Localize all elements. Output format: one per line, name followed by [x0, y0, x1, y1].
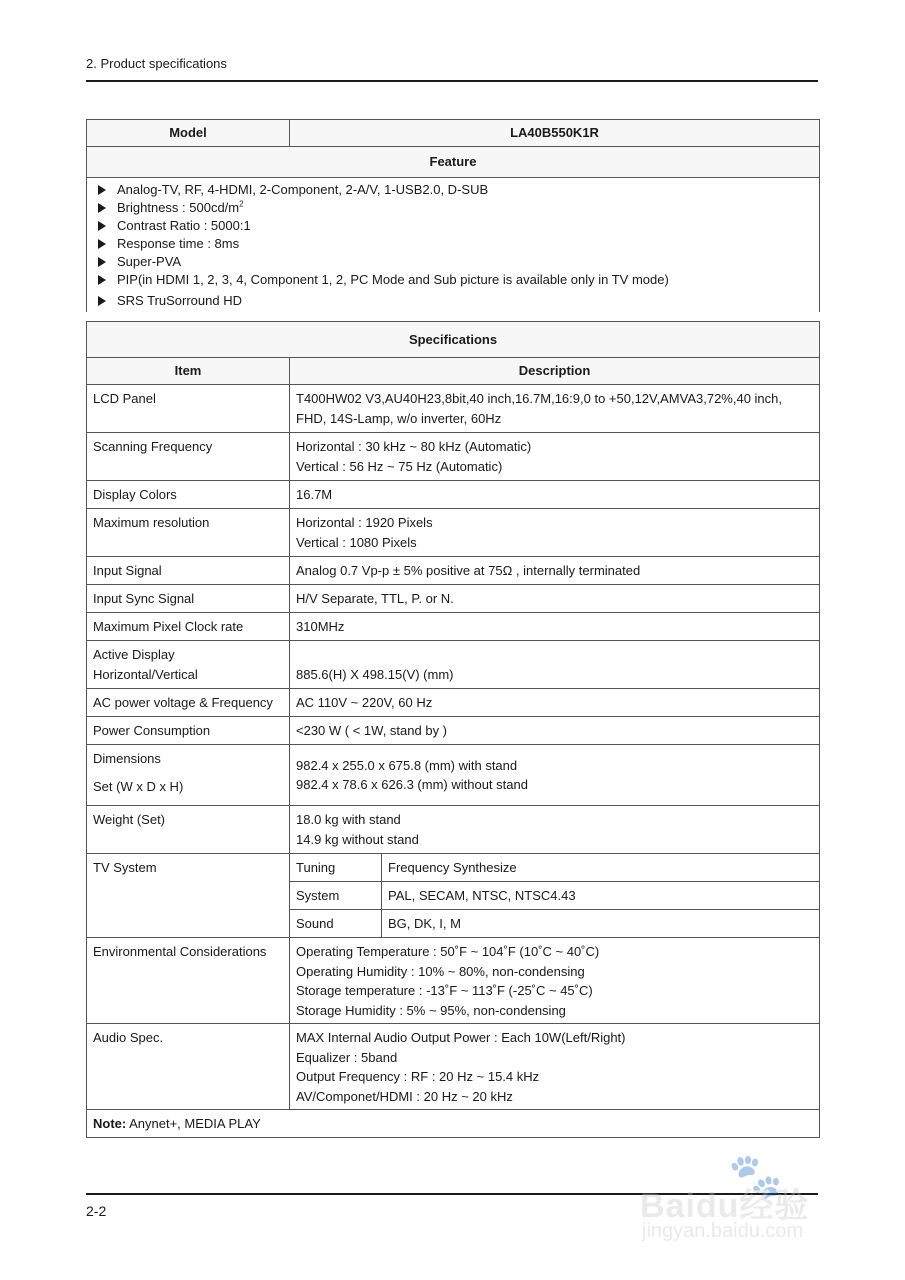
watermark-url: jingyan.baidu.com — [642, 1220, 804, 1242]
spec-item: Weight (Set) — [87, 806, 290, 854]
tv-subvalue: BG, DK, I, M — [382, 910, 820, 938]
bullet-triangle-icon — [98, 185, 106, 195]
tv-subitem: System — [290, 882, 382, 910]
specifications-table — [86, 321, 820, 1138]
feature-item: Super-PVA — [95, 253, 813, 271]
spec-description: Horizontal : 30 kHz ~ 80 kHz (Automatic) Vertical : 56 Hz ~ 75 Hz (Automatic) — [290, 433, 820, 481]
spec-row-environmental — [87, 938, 820, 1024]
spec-description: 16.7M — [290, 481, 820, 509]
spec-item: Audio Spec. — [87, 1024, 290, 1110]
spec-row-audio — [87, 1024, 820, 1110]
tv-subvalue: Frequency Synthesize — [382, 854, 820, 882]
spec-item: Maximum resolution — [87, 509, 290, 557]
spec-description: AC 110V ~ 220V, 60 Hz — [290, 689, 820, 717]
spec-row-maximum-resolution — [87, 509, 820, 557]
col-header-description: Description — [290, 358, 820, 385]
spec-description: 885.6(H) X 498.15(V) (mm) — [290, 641, 820, 689]
spec-row-display-colors — [87, 481, 820, 509]
spec-description: MAX Internal Audio Output Power : Each 10W(Left/Right) Equalizer : 5band Output Frequency : RF : 20 Hz ~ 15.4 kHz AV/Componet/HDMI : 20 Hz ~ 20 kHz — [290, 1024, 820, 1110]
feature-title: Feature — [87, 147, 820, 178]
spec-item: LCD Panel — [87, 385, 290, 433]
spec-description: 982.4 x 255.0 x 675.8 (mm) with stand 982.4 x 78.6 x 626.3 (mm) without stand — [290, 745, 820, 806]
spec-item: Environmental Considerations — [87, 938, 290, 1024]
spec-row-active-display — [87, 641, 820, 689]
spec-description: T400HW02 V3,AU40H23,8bit,40 inch,16.7M,16:9,0 to +50,12V,AMVA3,72%,40 inch, FHD, 14S-Lamp, w/o inverter, 60Hz — [290, 385, 820, 433]
spec-item: Dimensions Set (W x D x H) — [87, 745, 290, 806]
feature-item: PIP(in HDMI 1, 2, 3, 4, Component 1, 2, PC Mode and Sub picture is available only in TV mode) — [95, 271, 813, 289]
model-value: LA40B550K1R — [290, 120, 820, 147]
specifications-title: Specifications — [87, 322, 820, 358]
tv-subitem: Sound — [290, 910, 382, 938]
spec-item: Input Signal — [87, 557, 290, 585]
model-label: Model — [87, 120, 290, 147]
spec-row-note — [87, 1110, 820, 1138]
feature-title-row — [87, 147, 820, 178]
watermark-brand: Baidu经验 — [640, 1187, 810, 1225]
spec-row-power-consumption — [87, 717, 820, 745]
tv-subvalue: PAL, SECAM, NTSC, NTSC4.43 — [382, 882, 820, 910]
feature-item: Analog-TV, RF, 4-HDMI, 2-Component, 2-A/V, 1-USB2.0, D-SUB — [95, 181, 813, 199]
feature-item: Response time : 8ms — [95, 235, 813, 253]
section-title: 2. Product specifications — [86, 56, 227, 71]
feature-item: SRS TruSorround HD — [95, 292, 813, 310]
bullet-triangle-icon — [98, 239, 106, 249]
bullet-triangle-icon — [98, 221, 106, 231]
page-number: 2-2 — [86, 1203, 107, 1219]
spec-row-input-sync-signal — [87, 585, 820, 613]
spec-description: Horizontal : 1920 Pixels Vertical : 1080 Pixels — [290, 509, 820, 557]
spec-item: Display Colors — [87, 481, 290, 509]
spec-title-row — [87, 322, 820, 358]
spec-description: Operating Temperature : 50˚F ~ 104˚F (10˚C ~ 40˚C) Operating Humidity : 10% ~ 80%, non-condensing Storage temperature : -13˚F ~ 113˚F (-25˚C ~ 45˚C) Storage Humidity : 5% ~ 95%, non-condensing — [290, 938, 820, 1024]
bullet-triangle-icon — [98, 296, 106, 306]
spec-header-row — [87, 358, 820, 385]
spec-row-scanning-frequency — [87, 433, 820, 481]
feature-item: Contrast Ratio : 5000:1 — [95, 217, 813, 235]
spec-item: Input Sync Signal — [87, 585, 290, 613]
spec-item: Maximum Pixel Clock rate — [87, 613, 290, 641]
feature-item: Brightness : $500cd/m^2$ — [95, 199, 813, 217]
spec-item: Scanning Frequency — [87, 433, 290, 481]
header-rule — [86, 80, 818, 82]
spec-row-lcd-panel — [87, 385, 820, 433]
spec-row-tv-system-tuning — [87, 854, 820, 882]
spec-row-input-signal — [87, 557, 820, 585]
bullet-triangle-icon — [98, 275, 106, 285]
tv-subitem: Tuning — [290, 854, 382, 882]
spec-item: Power Consumption — [87, 717, 290, 745]
model-feature-table — [86, 119, 820, 312]
spec-item: TV System — [87, 854, 290, 938]
spec-row-weight — [87, 806, 820, 854]
spec-description: Analog 0.7 Vp-p ± 5% positive at 75Ω , internally terminated — [290, 557, 820, 585]
spec-description: 310MHz — [290, 613, 820, 641]
paw-icon: 🐾 — [728, 1152, 783, 1201]
feature-list — [87, 178, 820, 313]
spec-item: AC power voltage & Frequency — [87, 689, 290, 717]
spec-row-pixel-clock — [87, 613, 820, 641]
spec-item: Active Display Horizontal/Vertical — [87, 641, 290, 689]
spec-description: H/V Separate, TTL, P. or N. — [290, 585, 820, 613]
feature-list-row — [87, 178, 820, 313]
bullet-triangle-icon — [98, 257, 106, 267]
note: Note: Anynet+, MEDIA PLAY — [87, 1110, 820, 1138]
spec-description: <230 W ( < 1W, stand by ) — [290, 717, 820, 745]
model-row — [87, 120, 820, 147]
spec-description: 18.0 kg with stand 14.9 kg without stand — [290, 806, 820, 854]
spec-row-ac-power — [87, 689, 820, 717]
spec-row-dimensions — [87, 745, 820, 806]
col-header-item: Item — [87, 358, 290, 385]
bullet-triangle-icon — [98, 203, 106, 213]
watermark — [640, 1150, 855, 1250]
